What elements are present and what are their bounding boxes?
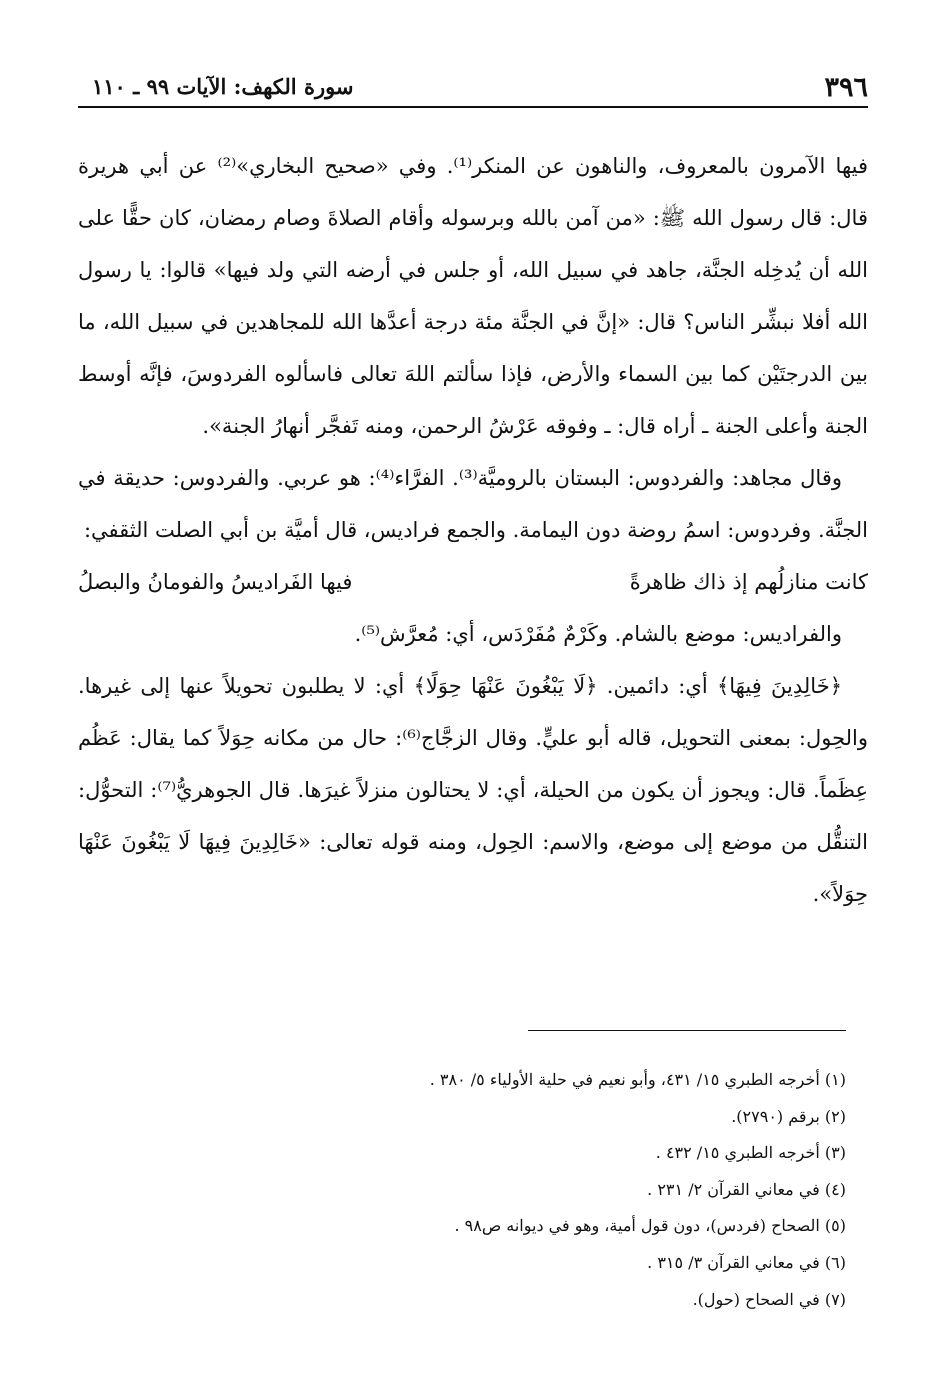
page-number: ٣٩٦ (824, 72, 868, 103)
surah-title: سورة الكهف: الآيات ٩٩ ـ ١١٠ (92, 74, 354, 99)
running-header (78, 62, 868, 108)
poetry-verse (78, 556, 868, 608)
verse-second-hemistich: فيها الفَراديسُ والفومانُ والبصلُ (78, 570, 353, 594)
paragraph-khalidin: ﴿خَالِدِينَ فِيهَا﴾ أي: دائمين. ﴿لَا يَبْغُونَ عَنْهَا حِوَلًا﴾ أي: لا يطلبون تحويلاً عنها إلى غيرها. والحِول: بمعنى التحويل، قاله أبو عليٍّ. وقال الزجَّاج⁽⁶⁾: حال من مكانه حِوَلاً كما يقال: عَظُم عِظَماً. قال: ويجوز أن يكون من الحيلة، أي: لا يحتالون منزلاً غيرَها. قال الجوهريُّ⁽⁷⁾: التحوُّل: التنقُّل من موضع إلى موضع، والاسم: الحِول، ومنه قوله تعالى: «خَالِدِينَ فِيهَا لَا يَبْغُونَ عَنْهَا حِوَلاً». (78, 674, 868, 906)
footnote-2: (٢) برقم (٢٧٩٠). (731, 1106, 846, 1126)
footnote-1: (١) أخرجه الطبري ١٥/ ٤٣١، وأبو نعيم في حلية الأولياء ٥/ ٣٨٠ . (429, 1070, 846, 1089)
footnotes (78, 1062, 846, 1318)
header-rule (78, 106, 868, 108)
footnote-separator (528, 1030, 846, 1031)
main-text (78, 140, 868, 920)
footnote-4: (٤) في معاني القرآن ٢/ ٢٣١ . (647, 1179, 846, 1199)
footnote-6: (٦) في معاني القرآن ٣/ ٣١٥ . (647, 1252, 846, 1272)
paragraph-firdaws: وقال مجاهد: والفردوس: البستان بالروميَّة⁽³⁾. الفرَّاء⁽⁴⁾: هو عربي. والفردوس: حديقة في الجنَّة. وفردوس: اسمُ روضة دون اليمامة. والجمع فراديس، قال أميَّة بن أبي الصلت الثقفي: (78, 466, 868, 542)
paragraph-faradis: والفراديس: موضع بالشام. وكَرْمٌ مُفَرْدَس، أي: مُعرَّش⁽⁵⁾. (354, 622, 842, 646)
footnote-5: (٥) الصحاح (فردس)، دون قول أمية، وهو في ديوانه ص٩٨ . (454, 1216, 846, 1236)
footnote-7: (٧) في الصحاح (حول). (692, 1289, 846, 1309)
verse-first-hemistich: كانت منازلُهم إذ ذاك ظاهرةً (629, 570, 868, 594)
paragraph-hadith: فيها الآمرون بالمعروف، والناهون عن المنكر⁽¹⁾. وفي «صحيح البخاري»⁽²⁾ عن أبي هريرة قال: قال رسول الله ﷺ: «من آمن بالله وبرسوله وأقام الصلاةَ وصام رمضان، كان حقًّا على الله أن يُدخِله الجنَّة، جاهد في سبيل الله، أو جلس في أرضه التي ولد فيها» قالوا: يا رسول الله أفلا نبشِّر الناس؟ قال: «إنَّ في الجنَّة مئة درجة أعدَّها الله للمجاهدين في سبيل الله، ما بين الدرجتَيْن كما بين السماء والأرض، فإذا سألتم اللهَ تعالى فاسألوه الفردوسَ، فإنَّه أوسط الجنة وأعلى الجنة ـ أراه قال: ـ وفوقه عَرْشُ الرحمن، ومنه تَفجَّر أنهارُ الجنة». (78, 154, 868, 438)
footnote-3: (٣) أخرجه الطبري ١٥/ ٤٣٢ . (655, 1143, 846, 1163)
